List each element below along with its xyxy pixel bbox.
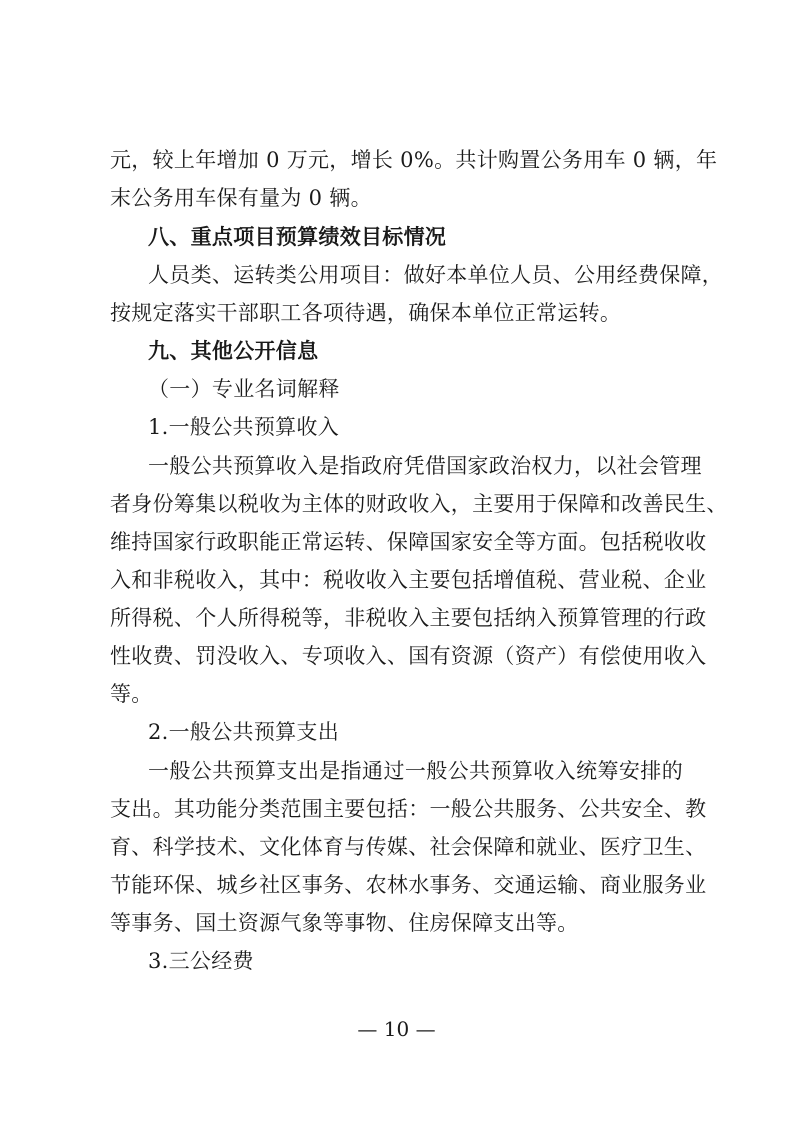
section-heading: 九、其他公开信息 — [148, 339, 319, 363]
paragraph-line: 人员类、运转类公用项目：做好本单位人员、公用经费保障， — [148, 263, 724, 287]
paragraph-line: 节能环保、城乡社区事务、农林水事务、交通运输、商业服务业 — [110, 873, 707, 897]
paragraph-line: 等。 — [110, 682, 153, 706]
paragraph-line: 育、科学技术、文化体育与传媒、社会保障和就业、医疗卫生、 — [110, 835, 707, 859]
term-heading: 3.三公经费 — [148, 949, 254, 973]
paragraph-line: 等事务、国土资源气象等事物、住房保障支出等。 — [110, 911, 579, 935]
paragraph-line: 者身份筹集以税收为主体的财政收入，主要用于保障和改善民生、 — [110, 492, 728, 516]
term-heading: 2.一般公共预算支出 — [148, 720, 340, 744]
paragraph-line: 一般公共预算支出是指通过一般公共预算收入统筹安排的 — [148, 759, 683, 783]
paragraph-line: 支出。其功能分类范围主要包括：一般公共服务、公共安全、教 — [110, 797, 707, 821]
section-heading: 八、重点项目预算绩效目标情况 — [148, 225, 447, 249]
paragraph-line: 元，较上年增加 0 万元，增长 0%。共计购置公务用车 0 辆，年 — [110, 148, 718, 172]
subsection-heading: （一）专业名词解释 — [148, 377, 340, 401]
paragraph-line: 入和非税收入，其中：税收收入主要包括增值税、营业税、企业 — [110, 568, 707, 592]
paragraph-line: 按规定落实干部职工各项待遇，确保本单位正常运转。 — [110, 301, 622, 325]
page-number: — 10 — — [357, 1017, 436, 1041]
paragraph-line: 一般公共预算收入是指政府凭借国家政治权力，以社会管理 — [148, 454, 702, 478]
term-heading: 1.一般公共预算收入 — [148, 415, 340, 439]
paragraph-line: 维持国家行政职能正常运转、保障国家安全等方面。包括税收收 — [110, 530, 707, 554]
paragraph-line: 所得税、个人所得税等，非税收入主要包括纳入预算管理的行政 — [110, 606, 707, 630]
paragraph-line: 末公务用车保有量为 0 辆。 — [110, 186, 372, 210]
paragraph-line: 性收费、罚没收入、专项收入、国有资源（资产）有偿使用收入 — [110, 644, 707, 668]
